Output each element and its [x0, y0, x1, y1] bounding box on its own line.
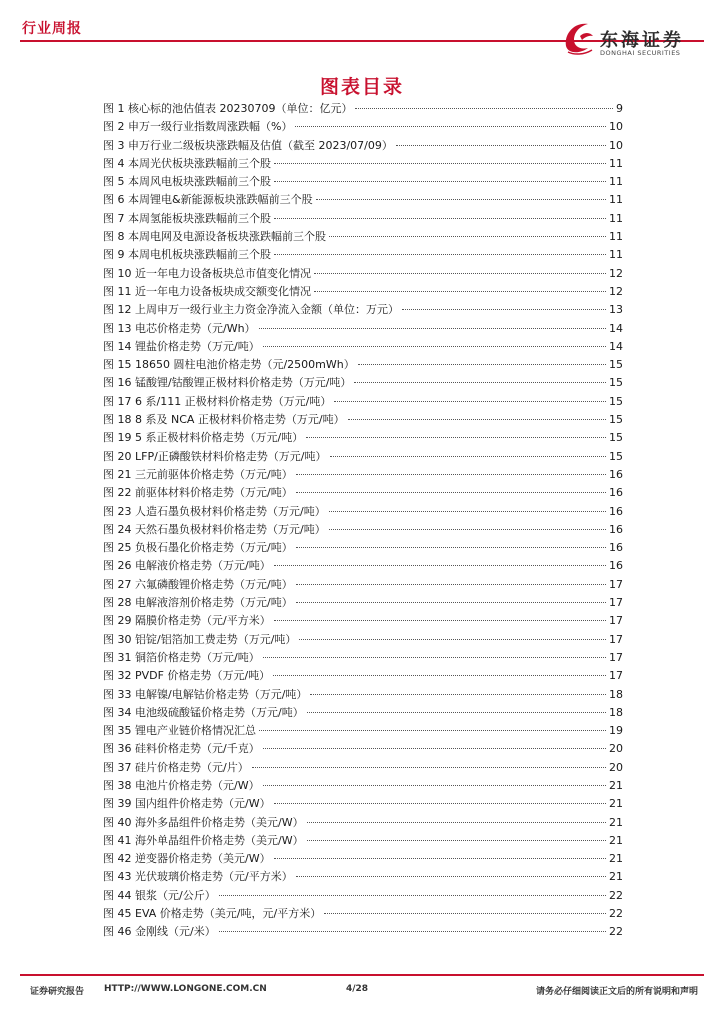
toc-dot-leader	[259, 328, 606, 329]
toc-entry-page: 21	[609, 797, 623, 811]
toc-entry-label: 图 13 电芯价格走势（元/Wh）	[103, 321, 256, 335]
toc-entry[interactable]	[103, 246, 623, 264]
toc-entry-label: 图 25 负极石墨化价格走势（万元/吨）	[103, 541, 293, 555]
footer-divider	[20, 974, 704, 976]
toc-dot-leader	[274, 565, 606, 566]
toc-entry-page: 11	[609, 248, 623, 262]
toc-entry-label: 图 35 锂电产业链价格情况汇总	[103, 724, 256, 738]
toc-dot-leader	[296, 474, 606, 475]
toc-entry-label: 图 20 LFP/正磷酸铁材料价格走势（万元/吨）	[103, 449, 327, 463]
toc-entry-page: 20	[609, 742, 623, 756]
toc-entry[interactable]	[103, 594, 623, 612]
toc-dot-leader	[330, 456, 607, 457]
toc-entry-page: 16	[609, 486, 623, 500]
toc-entry[interactable]	[103, 283, 623, 301]
toc-entry-page: 15	[609, 358, 623, 372]
toc-entry-label: 图 38 电池片价格走势（元/W）	[103, 778, 260, 792]
toc-entry-label: 图 24 天然石墨负极材料价格走势（万元/吨）	[103, 522, 326, 536]
toc-dot-leader	[314, 291, 606, 292]
toc-entry-page: 18	[609, 705, 623, 719]
toc-entry-label: 图 26 电解液价格走势（万元/吨）	[103, 559, 271, 573]
toc-entry-label: 图 30 铝锭/铝箔加工费走势（万元/吨）	[103, 632, 297, 646]
toc-entry[interactable]	[103, 173, 623, 191]
toc-entry[interactable]	[103, 466, 623, 484]
toc-entry-page: 15	[609, 431, 623, 445]
toc-entry-page: 14	[609, 339, 623, 353]
toc-entry-label: 图 19 5 系正极材料价格走势（万元/吨）	[103, 431, 304, 445]
toc-entry-page: 17	[609, 632, 623, 646]
toc-entry-label: 图 23 人造石墨负极材料价格走势（万元/吨）	[103, 504, 326, 518]
toc-title: 图表目录	[319, 76, 404, 98]
toc-entry[interactable]	[103, 722, 623, 740]
toc-entry-label: 图 36 硅料价格走势（元/千克）	[103, 742, 260, 756]
toc-dot-leader	[314, 273, 606, 274]
toc-entry[interactable]	[103, 832, 623, 850]
toc-dot-leader	[263, 657, 606, 658]
toc-entry[interactable]	[103, 631, 623, 649]
toc-entry[interactable]	[103, 356, 623, 374]
toc-dot-leader	[348, 419, 606, 420]
toc-entry-label: 图 28 电解液溶剂价格走势（万元/吨）	[103, 596, 293, 610]
toc-dot-leader	[402, 309, 606, 310]
toc-entry[interactable]	[103, 868, 623, 886]
toc-entry[interactable]	[103, 393, 623, 411]
toc-entry[interactable]	[103, 704, 623, 722]
footer-page-number: 4/28	[346, 984, 369, 994]
toc-dot-leader	[263, 346, 606, 347]
toc-entry[interactable]	[103, 448, 623, 466]
toc-entry-label: 图 7 本周氢能板块涨跌幅前三个股	[103, 211, 271, 225]
footer-url-link[interactable]: HTTP://WWW.LONGONE.COM.CN	[104, 984, 267, 994]
toc-dot-leader	[306, 437, 606, 438]
toc-entry-page: 11	[609, 193, 623, 207]
toc-entry[interactable]	[103, 374, 623, 392]
toc-entry-label: 图 17 6 系/111 正极材料价格走势（万元/吨）	[103, 394, 332, 408]
toc-entry-label: 图 2 申万一级行业指数周涨跌幅（%）	[103, 120, 293, 134]
toc-entry-page: 13	[609, 303, 623, 317]
toc-entry-page: 18	[609, 687, 623, 701]
toc-dot-leader	[296, 602, 606, 603]
toc-entry[interactable]	[103, 612, 623, 630]
toc-entry[interactable]	[103, 557, 623, 575]
toc-dot-leader	[307, 712, 606, 713]
toc-entry-page: 21	[609, 778, 623, 792]
report-type-tag: 行业周报	[22, 21, 82, 37]
toc-dot-leader	[329, 236, 606, 237]
toc-dot-leader	[296, 876, 606, 877]
toc-dot-leader	[274, 181, 606, 182]
toc-entry-page: 9	[616, 102, 623, 115]
toc-entry-label: 图 3 申万行业二级板块涨跌幅及估值（截至 2023/07/09）	[103, 138, 393, 152]
toc-entry[interactable]	[103, 759, 623, 777]
toc-entry-label: 图 40 海外多晶组件价格走势（美元/W）	[103, 815, 304, 829]
toc-entry-page: 17	[609, 577, 623, 591]
footer-disclaimer: 请务必仔细阅读正文后的所有说明和声明	[535, 987, 698, 997]
toc-entry-page: 12	[609, 266, 623, 280]
toc-entry[interactable]	[103, 210, 623, 228]
toc-entry-label: 图 1 核心标的池估值表 20230709（单位：亿元）	[103, 102, 353, 115]
toc-entry-page: 17	[609, 614, 623, 628]
toc-dot-leader	[307, 840, 606, 841]
toc-entry-page: 15	[609, 413, 623, 427]
toc-entry-page: 16	[609, 559, 623, 573]
toc-dot-leader	[307, 822, 606, 823]
toc-dot-leader	[274, 254, 606, 255]
footer-report-label: 证券研究报告	[30, 987, 85, 997]
toc-entry[interactable]	[103, 521, 623, 539]
toc-entry-page: 22	[609, 888, 623, 902]
logo-name-cn: 东海证券	[600, 30, 684, 51]
toc-dot-leader	[355, 108, 613, 109]
toc-dot-leader	[316, 199, 606, 200]
toc-entry-label: 图 6 本周锂电&新能源板块涨跌幅前三个股	[103, 193, 313, 207]
toc-entry-page: 21	[609, 833, 623, 847]
figure-index-list	[103, 100, 623, 942]
toc-dot-leader	[354, 382, 606, 383]
toc-entry-label: 图 44 银浆（元/公斤）	[103, 888, 216, 902]
toc-entry[interactable]	[103, 923, 623, 941]
toc-dot-leader	[329, 529, 606, 530]
toc-entry-page: 16	[609, 522, 623, 536]
toc-entry-label: 图 15 18650 圆柱电池价格走势（元/2500mWh）	[103, 358, 355, 372]
toc-entry[interactable]	[103, 155, 623, 173]
toc-entry[interactable]	[103, 814, 623, 832]
toc-dot-leader	[274, 218, 606, 219]
toc-entry-label: 图 4 本周光伏板块涨跌幅前三个股	[103, 156, 271, 170]
toc-entry-page: 15	[609, 449, 623, 463]
toc-entry-page: 15	[609, 376, 623, 390]
toc-entry-page: 16	[609, 504, 623, 518]
toc-entry-label: 图 34 电池级硫酸锰价格走势（万元/吨）	[103, 705, 304, 719]
toc-entry[interactable]	[103, 667, 623, 685]
toc-dot-leader	[252, 767, 606, 768]
toc-dot-leader	[263, 785, 606, 786]
toc-entry-page: 16	[609, 541, 623, 555]
toc-entry[interactable]	[103, 576, 623, 594]
toc-entry-label: 图 39 国内组件价格走势（元/W）	[103, 797, 271, 811]
toc-dot-leader	[296, 584, 606, 585]
toc-entry-label: 图 33 电解镍/电解钴价格走势（万元/吨）	[103, 687, 308, 701]
toc-entry-label: 图 37 硅片价格走势（元/片）	[103, 760, 249, 774]
toc-entry[interactable]	[103, 777, 623, 795]
toc-entry-page: 10	[609, 120, 623, 134]
toc-entry[interactable]	[103, 795, 623, 813]
toc-dot-leader	[296, 492, 606, 493]
toc-entry[interactable]	[103, 411, 623, 429]
toc-entry-label: 图 22 前驱体材料价格走势（万元/吨）	[103, 486, 293, 500]
toc-entry[interactable]	[103, 686, 623, 704]
toc-entry[interactable]	[103, 740, 623, 758]
toc-entry[interactable]	[103, 905, 623, 923]
toc-entry-page: 17	[609, 650, 623, 664]
toc-entry-label: 图 42 逆变器价格走势（美元/W）	[103, 852, 271, 866]
toc-entry-label: 图 32 PVDF 价格走势（万元/吨）	[103, 669, 271, 683]
toc-entry-label: 图 11 近一年电力设备板块成交额变化情况	[103, 284, 311, 298]
toc-entry-page: 11	[609, 230, 623, 244]
toc-entry-page: 15	[609, 394, 623, 408]
toc-entry[interactable]	[103, 539, 623, 557]
toc-dot-leader	[273, 675, 606, 676]
toc-dot-leader	[299, 639, 606, 640]
toc-dot-leader	[274, 858, 606, 859]
toc-entry[interactable]	[103, 429, 623, 447]
toc-entry-label: 图 43 光伏玻璃价格走势（元/平方米）	[103, 870, 293, 884]
toc-entry-page: 11	[609, 175, 623, 189]
toc-entry-page: 11	[609, 211, 623, 225]
toc-entry-label: 图 5 本周风电板块涨跌幅前三个股	[103, 175, 271, 189]
toc-entry[interactable]	[103, 265, 623, 283]
toc-entry[interactable]	[103, 887, 623, 905]
toc-dot-leader	[358, 364, 606, 365]
toc-entry-page: 20	[609, 760, 623, 774]
toc-entry-page: 21	[609, 815, 623, 829]
toc-entry-label: 图 12 上周申万一级行业主力资金净流入金额（单位：万元）	[103, 303, 399, 317]
toc-entry[interactable]	[103, 228, 623, 246]
toc-dot-leader	[296, 547, 606, 548]
toc-dot-leader	[324, 913, 606, 914]
toc-dot-leader	[274, 620, 606, 621]
toc-dot-leader	[263, 748, 606, 749]
toc-entry[interactable]	[103, 320, 623, 338]
toc-entry-label: 图 9 本周电机板块涨跌幅前三个股	[103, 248, 271, 262]
logo-emblem-icon	[560, 16, 596, 56]
toc-entry[interactable]	[103, 137, 623, 155]
toc-entry[interactable]	[103, 484, 623, 502]
toc-entry-label: 图 21 三元前驱体价格走势（万元/吨）	[103, 467, 293, 481]
toc-entry-page: 22	[609, 925, 623, 939]
toc-dot-leader	[274, 163, 606, 164]
toc-entry[interactable]	[103, 301, 623, 319]
toc-entry-label: 图 14 锂盐价格走势（万元/吨）	[103, 339, 260, 353]
toc-entry-label: 图 45 EVA 价格走势（美元/吨，元/平方米）	[103, 907, 322, 921]
toc-entry-label: 图 10 近一年电力设备板块总市值变化情况	[103, 266, 311, 280]
toc-entry[interactable]	[103, 850, 623, 868]
toc-entry-page: 21	[609, 852, 623, 866]
toc-entry[interactable]	[103, 503, 623, 521]
logo-name-en: DONGHAI SECURITIES	[600, 49, 681, 57]
toc-dot-leader	[396, 145, 606, 146]
toc-entry-label: 图 18 8 系及 NCA 正极材料价格走势（万元/吨）	[103, 413, 345, 427]
toc-entry[interactable]	[103, 191, 623, 209]
toc-entry-label: 图 8 本周电网及电源设备板块涨跌幅前三个股	[103, 230, 326, 244]
toc-entry-label: 图 46 金刚线（元/米）	[103, 925, 216, 939]
toc-dot-leader	[334, 401, 606, 402]
toc-entry-label: 图 41 海外单晶组件价格走势（美元/W）	[103, 833, 304, 847]
toc-entry-page: 17	[609, 596, 623, 610]
toc-dot-leader	[274, 803, 606, 804]
toc-entry[interactable]	[103, 649, 623, 667]
company-logo	[560, 16, 710, 60]
toc-entry-page: 10	[609, 138, 623, 152]
toc-entry[interactable]	[103, 338, 623, 356]
toc-entry-page: 17	[609, 669, 623, 683]
toc-dot-leader	[295, 126, 606, 127]
toc-entry-page: 12	[609, 284, 623, 298]
toc-entry[interactable]	[103, 100, 623, 118]
toc-entry-page: 11	[609, 156, 623, 170]
toc-entry[interactable]	[103, 118, 623, 136]
toc-dot-leader	[259, 730, 606, 731]
toc-entry-page: 14	[609, 321, 623, 335]
toc-entry-label: 图 31 铜箔价格走势（万元/吨）	[103, 650, 260, 664]
toc-dot-leader	[329, 511, 606, 512]
toc-entry-label: 图 16 锰酸锂/钴酸锂正极材料价格走势（万元/吨）	[103, 376, 352, 390]
toc-dot-leader	[310, 694, 606, 695]
toc-dot-leader	[219, 895, 606, 896]
toc-entry-page: 19	[609, 724, 623, 738]
toc-entry-page: 16	[609, 467, 623, 481]
toc-entry-label: 图 29 隔膜价格走势（元/平方米）	[103, 614, 271, 628]
toc-entry-page: 21	[609, 870, 623, 884]
toc-entry-page: 22	[609, 907, 623, 921]
toc-dot-leader	[219, 931, 606, 932]
toc-entry-label: 图 27 六氟磷酸锂价格走势（万元/吨）	[103, 577, 293, 591]
